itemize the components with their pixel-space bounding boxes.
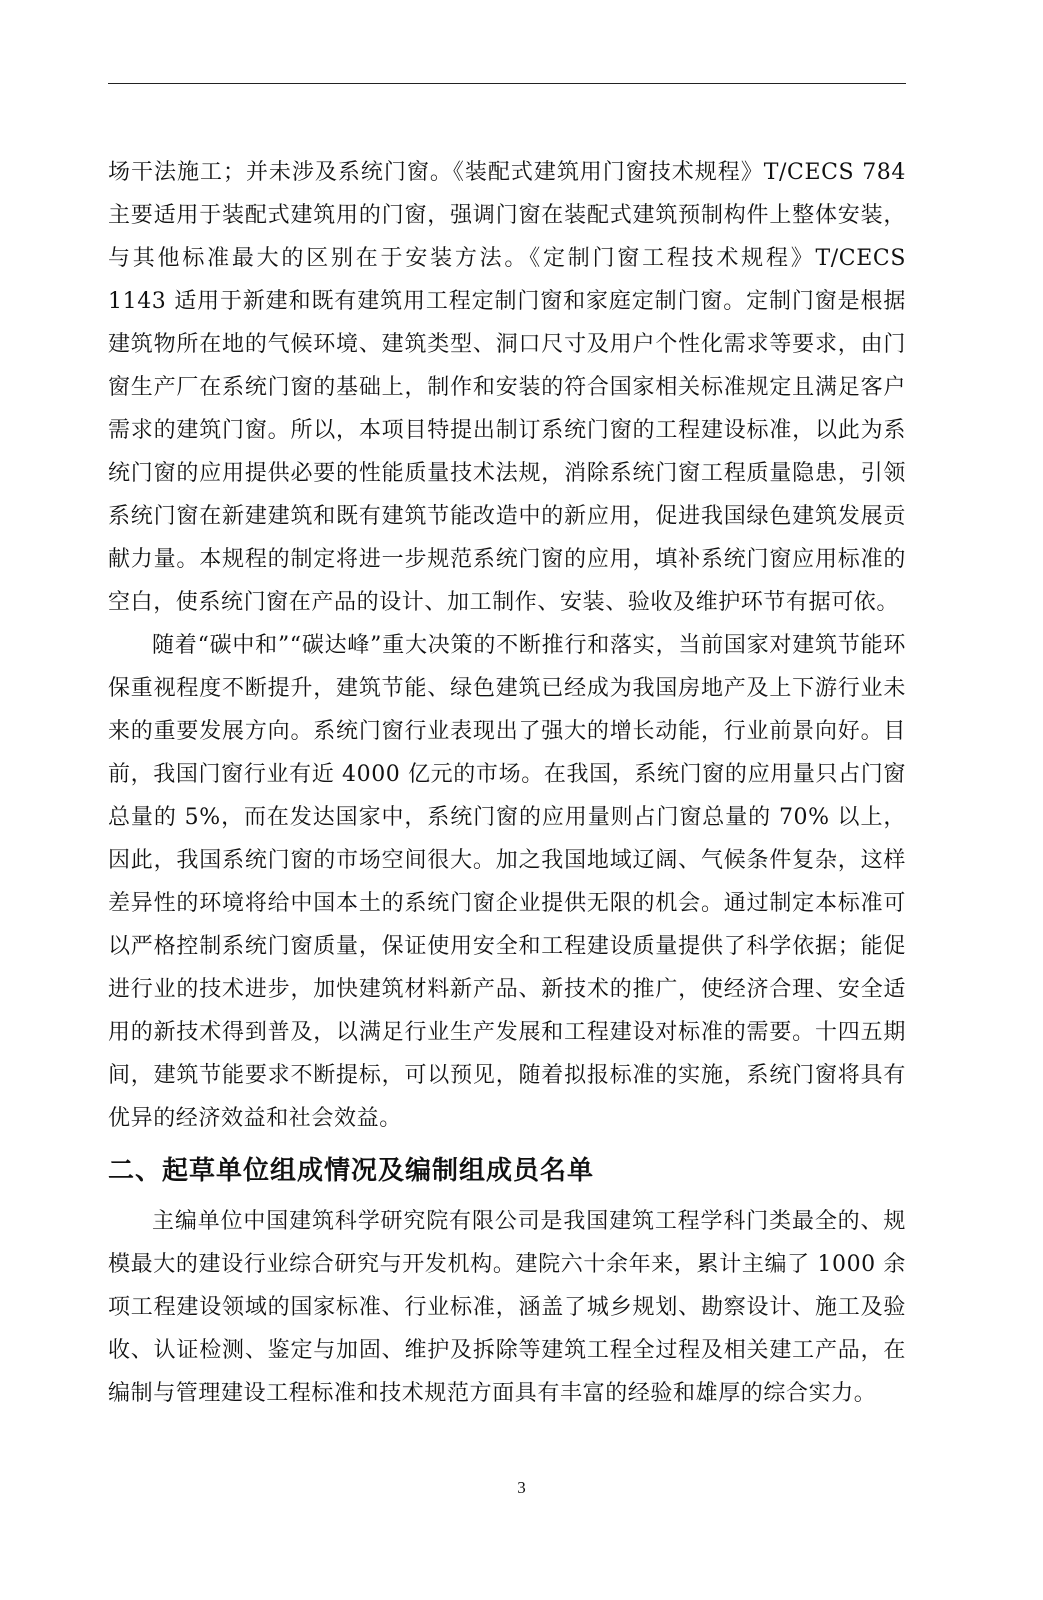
paragraph-continued-standards: 场干法施工；并未涉及系统门窗。《装配式建筑用门窗技术规程》T/CECS 784 主要适用于装配式建筑用的门窗，强调门窗在装配式建筑预制构件上整体安装，与其他标准最大的区别在于安装方法。《定制门窗工程技术规程》T/CECS 1143 适用于新建和既有建筑用工程定制门窗和家庭定制门窗。定制门窗是根据建筑物所在地的气候环境、建筑类型、洞口尺寸及用户个性化需求等要求，由门窗生产厂在系统门窗的基础上，制作和安装的符合国家相关标准规定且满足客户需求的建筑门窗。所以，本项目特提出制订系统门窗的工程建设标准，以此为系统门窗的应用提供必要的性能质量技术法规，消除系统门窗工程质量隐患，引领系统门窗在新建建筑和既有建筑节能改造中的新应用，促进我国绿色建筑发展贡献力量。本规程的制定将进一步规范系统门窗的应用，填补系统门窗应用标准的空白，使系统门窗在产品的设计、加工制作、安装、验收及维护环节有据可依。 [108,160,906,615]
paragraph-market-outlook: 随着“碳中和”“碳达峰”重大决策的不断推行和落实，当前国家对建筑节能环保重视程度不断提升，建筑节能、绿色建筑已经成为我国房地产及上下游行业未来的重要发展方向。系统门窗行业表现出了强大的增长动能，行业前景向好。目前，我国门窗行业有近 4000 亿元的市场。在我国，系统门窗的应用量只占门窗总量的 5%，而在发达国家中，系统门窗的应用量则占门窗总量的 70% 以上，因此，我国系统门窗的市场空间很大。加之我国地域辽阔、气候条件复杂，这样差异性的环境将给中国本土的系统门窗企业提供无限的机会。通过制定本标准可以严格控制系统门窗质量，保证使用安全和工程建设质量提供了科学依据；能促进行业的技术进步，加快建筑材料新产品、新技术的推广，使经济合理、安全适用的新技术得到普及，以满足行业生产发展和工程建设对标准的需要。十四五期间，建筑节能要求不断提标，可以预见，随着拟报标准的实施，系统门窗将具有优异的经济效益和社会效益。 [108,633,906,1131]
document-body [108,151,906,1415]
section-heading: 二、起草单位组成情况及编制组成员名单 [108,1156,595,1186]
paragraph-chief-editor-unit: 主编单位中国建筑科学研究院有限公司是我国建筑工程学科门类最全的、规模最大的建设行业综合研究与开发机构。建院六十余年来，累计主编了 1000 余项工程建设领域的国家标准、行业标准，涵盖了城乡规划、勘察设计、施工及验收、认证检测、鉴定与加固、维护及拆除等建筑工程全过程及相关建工产品，在编制与管理建设工程标准和技术规范方面具有丰富的经验和雄厚的综合实力。 [108,1209,906,1406]
page-number: 3 [517,1478,526,1497]
header-rule [108,83,906,84]
